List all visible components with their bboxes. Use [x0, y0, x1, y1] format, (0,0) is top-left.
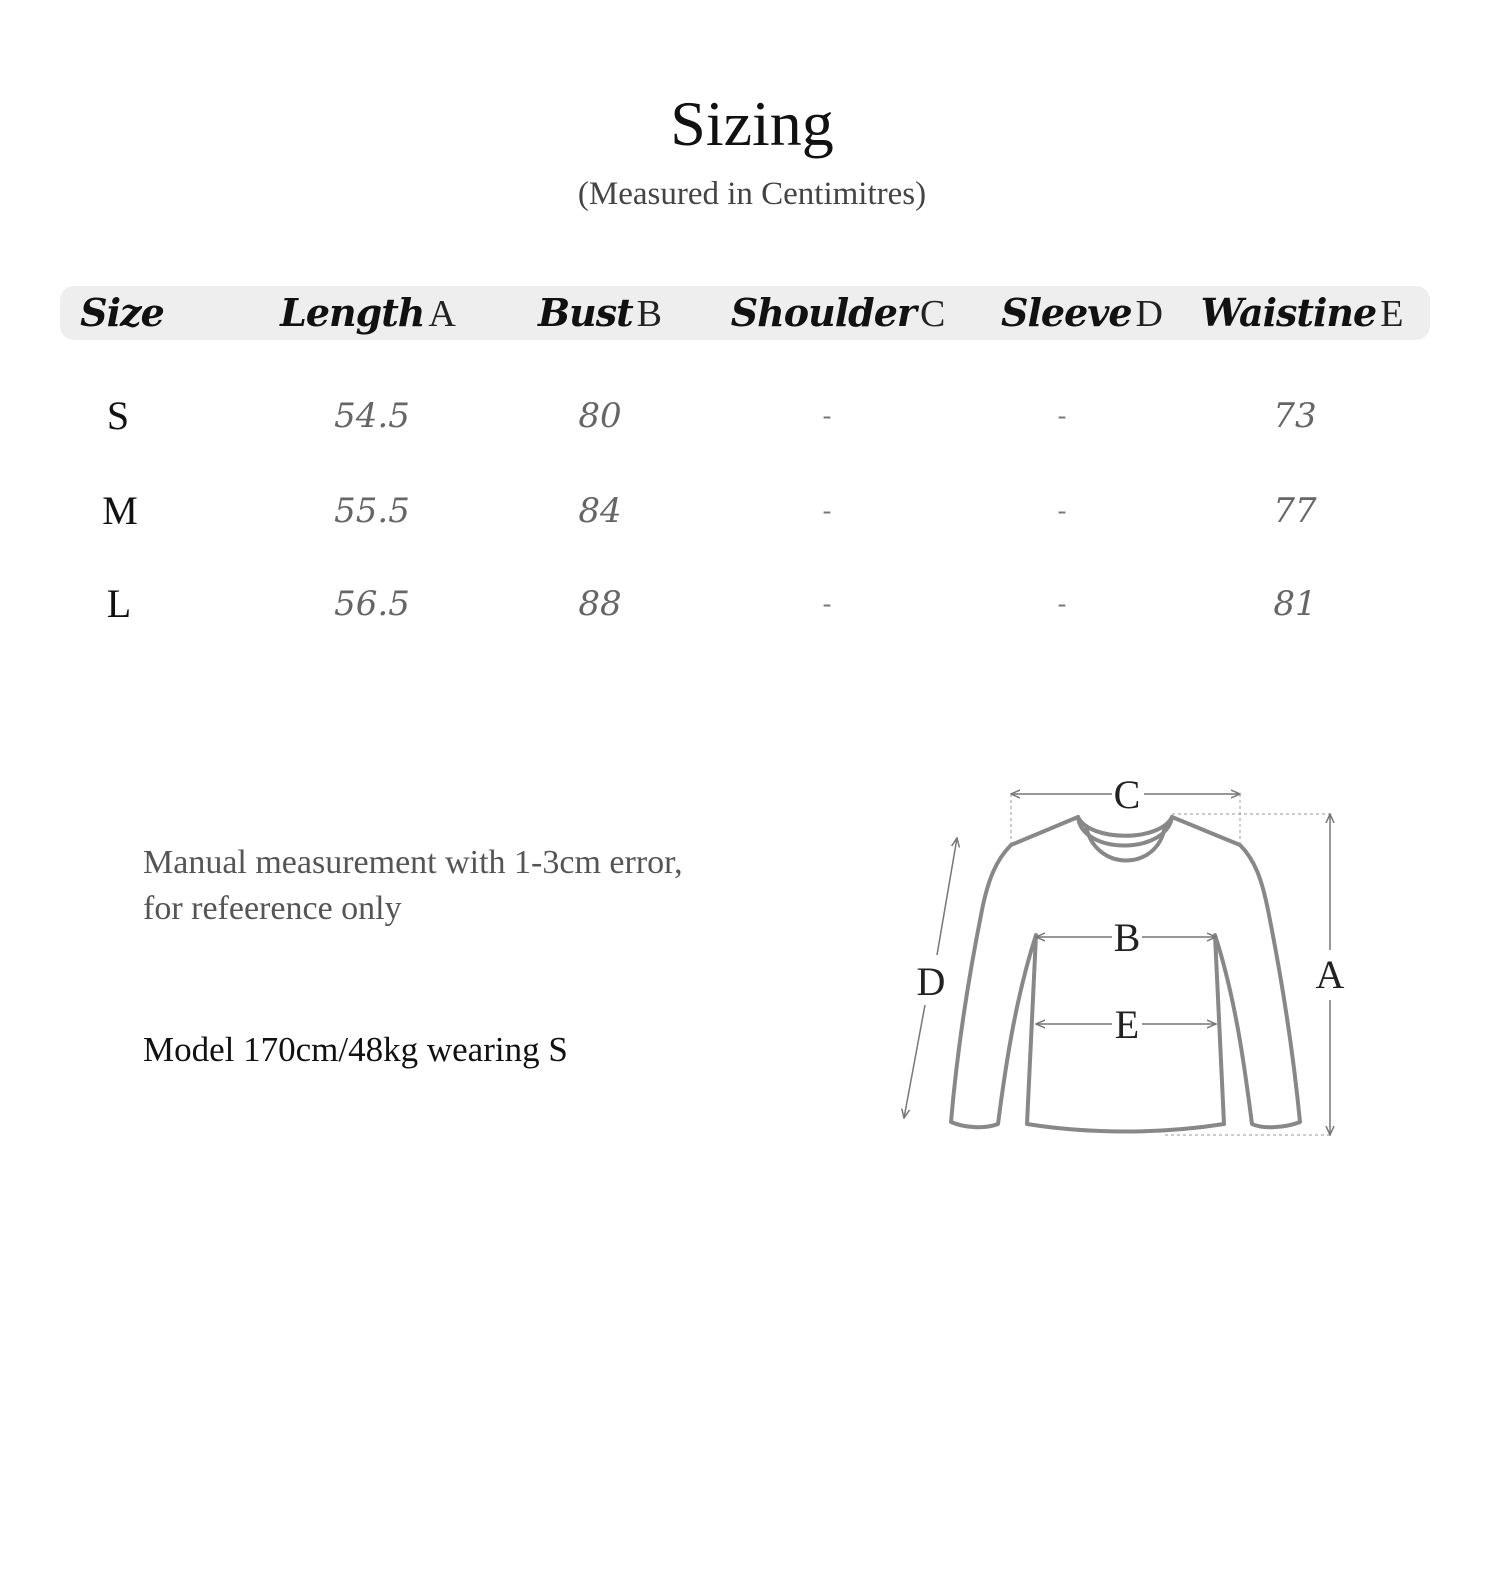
table-row [0, 574, 1504, 634]
header-sleeve: Sleeve D [1001, 290, 1163, 335]
cell-shoulder: - [822, 589, 832, 618]
note-line: Manual measurement with 1-3cm error, [143, 844, 683, 881]
measurement-note [143, 840, 783, 932]
header-waist: Waistine E [1200, 290, 1404, 335]
cell-size: S [106, 393, 130, 438]
sweater-outline [951, 817, 1300, 1132]
diagram-label-c: C [1113, 772, 1141, 817]
cell-shoulder: - [822, 496, 832, 525]
header-size: Size [80, 290, 164, 335]
cell-size: M [102, 488, 138, 533]
diagram-label-b: B [1113, 915, 1141, 960]
cell-bust: 84 [578, 491, 622, 531]
model-info: Model 170cm/48kg wearing S [143, 1030, 568, 1069]
table-row [0, 481, 1504, 541]
header-length: Length A [280, 290, 456, 335]
cell-sleeve: - [1057, 401, 1067, 430]
header-shoulder: Shoulder C [730, 290, 946, 335]
cell-length: 54.5 [334, 396, 410, 436]
garment-diagram [880, 760, 1380, 1180]
cell-sleeve: - [1057, 589, 1067, 618]
page-subtitle: (Measured in Centimitres) [577, 176, 927, 212]
cell-length: 56.5 [334, 584, 410, 624]
page-title: Sizing [670, 88, 834, 159]
cell-size: L [106, 581, 132, 626]
cell-bust: 80 [578, 396, 622, 436]
cell-shoulder: - [822, 401, 832, 430]
diagram-label-d: D [916, 959, 946, 1004]
header-bust: Bust B [537, 290, 663, 335]
size-table-header [60, 286, 1430, 340]
cell-bust: 88 [578, 584, 622, 624]
note-line: for refeerence only [143, 890, 402, 927]
cell-waist: 73 [1273, 396, 1317, 436]
cell-length: 55.5 [334, 491, 410, 531]
diagram-label-e: E [1114, 1002, 1140, 1047]
table-row [0, 386, 1504, 446]
cell-sleeve: - [1057, 496, 1067, 525]
diagram-label-a: A [1315, 952, 1345, 997]
cell-waist: 77 [1273, 491, 1317, 531]
cell-waist: 81 [1273, 584, 1317, 624]
